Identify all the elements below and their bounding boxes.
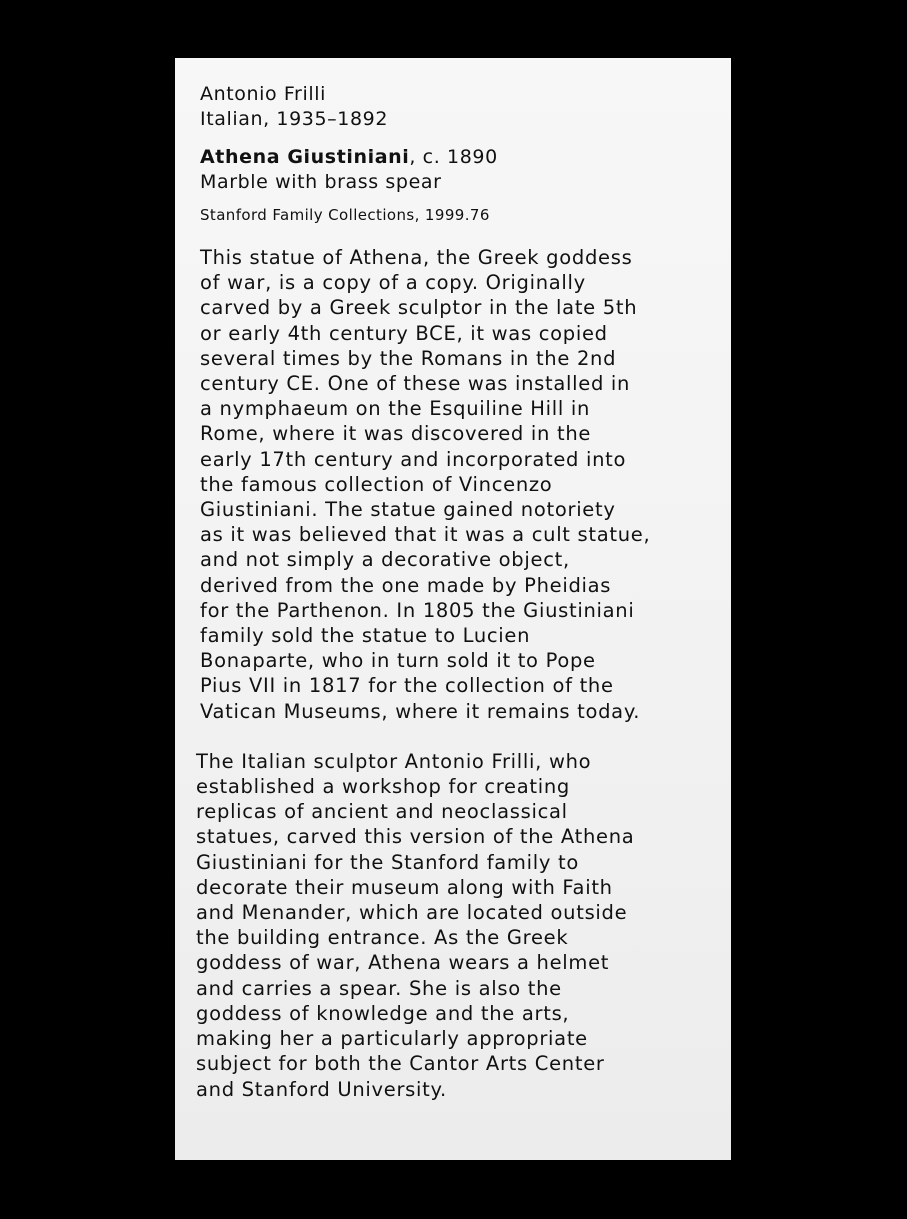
paragraph-line: goddess of war, Athena wears a helmet — [196, 951, 610, 975]
paragraph-line: making her a particularly appropriate — [196, 1027, 588, 1051]
paragraph-line: replicas of ancient and neoclassical — [196, 800, 568, 824]
paragraph-line: Giustiniani. The statue gained notoriety — [200, 498, 616, 522]
artwork-title: Athena Giustiniani — [200, 146, 410, 168]
paragraph-line: of war, is a copy of a copy. Originally — [200, 271, 586, 295]
paragraph-line: Rome, where it was discovered in the — [200, 422, 592, 446]
paragraph-line: established a workshop for creating — [196, 775, 570, 799]
paragraph-line: several times by the Romans in the 2nd — [200, 346, 617, 370]
paragraph-line: statues, carved this version of the Athena — [196, 825, 635, 849]
artist-block — [200, 82, 711, 132]
artwork-title-line — [200, 145, 711, 170]
artwork-block — [200, 145, 711, 225]
paragraph-line: Vatican Museums, where it remains today. — [200, 699, 641, 723]
paragraph-line: or early 4th century BCE, it was copied — [200, 321, 608, 345]
paragraph-line: Pius VII in 1817 for the collection of the — [200, 674, 614, 698]
paragraph-line: and carries a spear. She is also the — [196, 976, 562, 1000]
paragraph-line: a nymphaeum on the Esquiline Hill in — [200, 397, 591, 421]
credit-line: Stanford Family Collections, 1999.76 — [200, 206, 490, 224]
artist-nationality-dates: Italian, 1935–1892 — [200, 108, 389, 130]
paragraph-line: as it was believed that it was a cult statue, — [200, 523, 651, 547]
paragraph-line: Giustiniani for the Stanford family to — [196, 850, 579, 874]
paragraph-line: century CE. One of these was installed in — [200, 372, 631, 396]
artist-name: Antonio Frilli — [200, 83, 326, 105]
paragraph-line: for the Parthenon. In 1805 the Giustiniani — [200, 598, 635, 622]
paragraph-line: and Menander, which are located outside — [196, 901, 628, 925]
paragraph-line: the famous collection of Vincenzo — [200, 472, 553, 496]
paragraph-line: This statue of Athena, the Greek goddess — [200, 246, 633, 269]
paragraph-line: derived from the one made by Pheidias — [200, 573, 612, 597]
paragraph-line: and Stanford University. — [196, 1077, 447, 1101]
paragraph-line: Bonaparte, who in turn sold it to Pope — [200, 649, 596, 673]
paragraph-line: and not simply a decorative object, — [200, 548, 570, 572]
museum-wall-label — [175, 58, 731, 1160]
paragraph-line: goddess of knowledge and the arts, — [196, 1001, 570, 1025]
paragraph-line: family sold the statue to Lucien — [200, 624, 531, 648]
artwork-date: , c. 1890 — [409, 146, 498, 168]
paragraph-line: decorate their museum along with Faith — [196, 875, 613, 899]
description-paragraph-1 — [200, 245, 711, 724]
description-paragraph-2 — [196, 749, 711, 1102]
artwork-medium: Marble with brass spear — [200, 171, 442, 193]
paragraph-line: the building entrance. As the Greek — [196, 926, 569, 950]
paragraph-line: early 17th century and incorporated into — [200, 447, 627, 471]
paragraph-line: carved by a Greek sculptor in the late 5th — [200, 296, 638, 320]
paragraph-line: subject for both the Cantor Arts Center — [196, 1052, 605, 1076]
paragraph-line: The Italian sculptor Antonio Frilli, who — [196, 749, 592, 773]
